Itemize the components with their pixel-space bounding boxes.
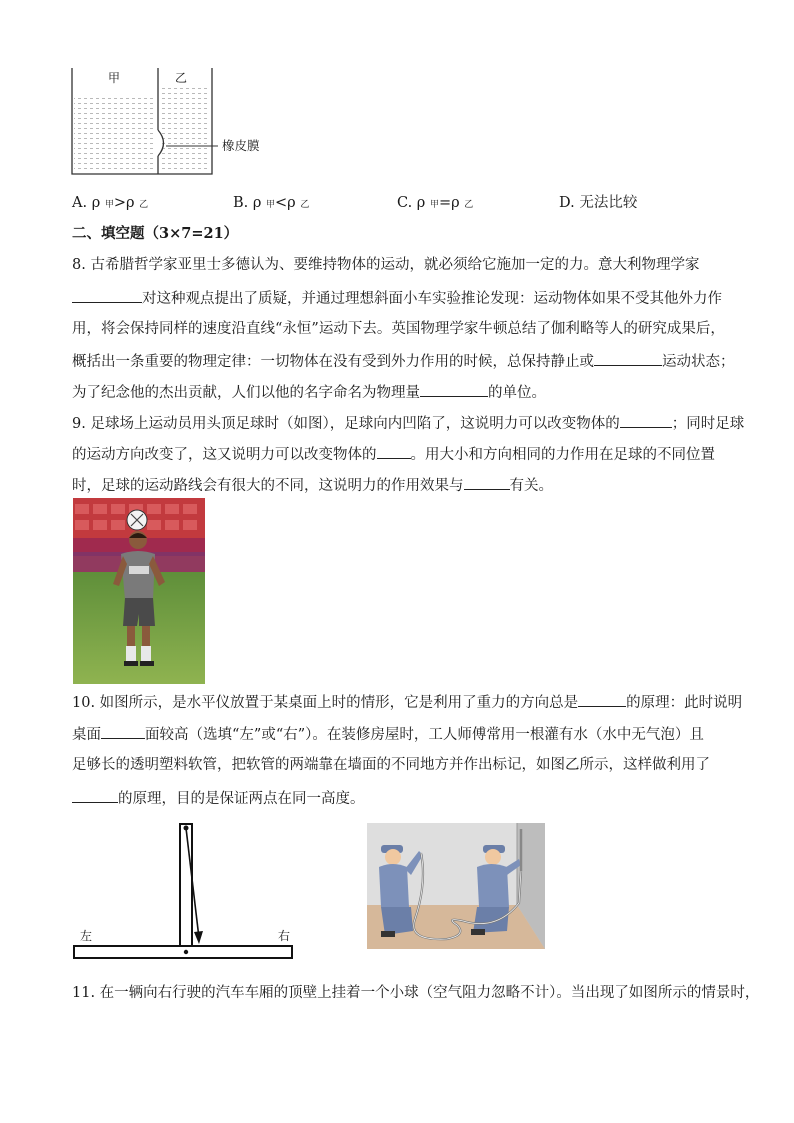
q10-line-4: 的原理，目的是保证两点在同一高度。 xyxy=(72,787,365,809)
option-b[interactable]: B. ρ 甲<ρ 乙 xyxy=(233,195,310,211)
football-player-photo xyxy=(73,498,205,684)
q8-blank-3[interactable] xyxy=(420,381,488,397)
q10-line-2: 桌面 面较高（选填“左”或“右”）。在装修房屋时，工人师傅常用一根灌有水（水中无气泡）且 xyxy=(72,723,704,745)
q9-blank-1[interactable] xyxy=(620,412,672,428)
q10-blank-3[interactable] xyxy=(72,787,118,803)
q8-line-1: 8. 古希腊哲学家亚里士多德认为、要维持物体的运动，就必须给它施加一定的力。意大利物理学家 xyxy=(72,257,700,273)
q9-blank-3[interactable] xyxy=(464,474,510,490)
label-jia: 甲 xyxy=(108,71,121,85)
q9-line-2: 的运动方向改变了，这又说明力可以改变物体的 。用大小和方向相同的力作用在足球的不同位置 xyxy=(72,443,715,465)
q8-line-4: 概括出一条重要的物理定律：一切物体在没有受到外力作用的时候，总保持静止或 运动状态； xyxy=(72,350,735,372)
option-a[interactable]: A. ρ 甲>ρ 乙 xyxy=(72,195,149,211)
section-heading: 二、填空题（3×7=21） xyxy=(72,225,239,242)
q9-line-1: 9. 足球场上运动员用头顶足球时（如图），足球向内凹陷了，这说明力可以改变物体的 ；同时足球 xyxy=(72,412,744,434)
q10-blank-1[interactable] xyxy=(578,691,626,707)
level-label-right: 右 xyxy=(278,929,291,943)
label-yi: 乙 xyxy=(175,71,188,85)
q10-blank-2[interactable] xyxy=(101,723,145,739)
q8-line-5: 为了纪念他的杰出贡献，人们以他的名字命名为物理量 的单位。 xyxy=(72,381,546,403)
q8-blank-1[interactable] xyxy=(72,287,142,303)
q10-line-1: 10. 如图所示，是水平仪放置于某桌面上时的情形，它是利用了重力的方向总是 的原理：此时说明 xyxy=(72,691,742,713)
level-label-left: 左 xyxy=(80,929,93,943)
q8-line-2: 对这种观点提出了质疑，并通过理想斜面小车实验推论发现：运动物体如果不受其他外力作 xyxy=(72,287,722,309)
q8-line-3: 用，将会保持同样的速度沿直线“永恒”运动下去。英国物理学家牛顿总结了伽利略等人的研究成果后， xyxy=(72,321,725,337)
q9-line-3: 时，足球的运动路线会有很大的不同，这说明力的作用效果与 有关。 xyxy=(72,474,553,496)
workers-water-hose-illustration xyxy=(367,823,545,949)
option-d[interactable]: D. 无法比较 xyxy=(559,195,638,211)
q8-blank-2[interactable] xyxy=(594,350,662,366)
q10-line-3: 足够长的透明塑料软管，把软管的两端靠在墙面的不同地方并作出标记，如图乙所示，这样做利用了 xyxy=(72,757,710,773)
level-instrument-figure xyxy=(72,820,294,962)
membrane-label: 橡皮膜 xyxy=(222,138,260,153)
option-c[interactable]: C. ρ 甲=ρ 乙 xyxy=(397,195,474,211)
q11-line-1: 11. 在一辆向右行驶的汽车车厢的顶壁上挂着一个小球（空气阻力忽略不计）。当出现了如图所示的情景时， xyxy=(72,985,760,1001)
q9-blank-2[interactable] xyxy=(377,443,411,459)
